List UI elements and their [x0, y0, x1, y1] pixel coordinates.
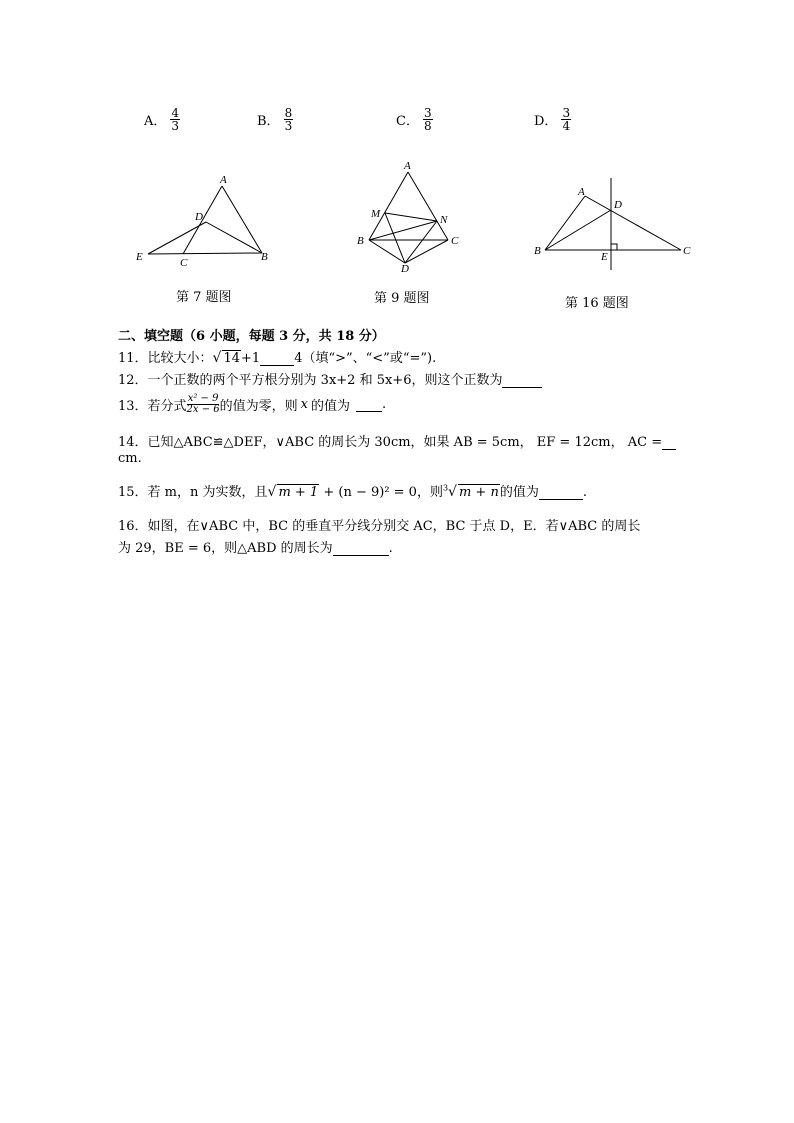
q13-variable: x	[300, 397, 309, 412]
fig16-label-d: D	[614, 199, 622, 211]
q16-answer-blank[interactable]	[333, 555, 389, 556]
q16-line2a: 为 29，BE = 6，则△ABD 的周长为	[118, 541, 333, 556]
fig9-caption: 第 9 题图	[374, 291, 430, 306]
cube-root-symbol: √	[448, 484, 457, 500]
q13-answer-blank[interactable]	[356, 397, 382, 412]
fig16-label-c: C	[683, 245, 691, 257]
question-11	[118, 347, 436, 366]
question-16-line1	[118, 515, 640, 534]
q13-fraction	[187, 394, 220, 415]
q16-line2b: .	[388, 541, 393, 556]
q11-prefix: 11．比较大小：	[118, 351, 213, 366]
option-a-numerator: 4	[171, 105, 180, 120]
q14-line1: 14．已知△ABC≌△DEF，∨ABC 的周长为 30cm，如果 AB = 5cm， EF = 12cm， AC =	[118, 435, 663, 450]
option-d-denominator: 4	[562, 118, 571, 133]
option-a-label: A．	[144, 113, 167, 129]
option-c-label: C．	[396, 113, 419, 129]
fig7-caption: 第 7 题图	[176, 290, 232, 305]
q15-radicand1: m + 1	[278, 485, 319, 500]
fig16-segment-ac	[585, 196, 681, 250]
q12-answer-blank[interactable]	[502, 387, 542, 388]
fig16-label-b: B	[534, 245, 541, 257]
question-14-line2	[118, 451, 142, 466]
fig16-label-e: E	[601, 251, 608, 263]
q16-line1: 16．如图，在∨ABC 中，BC 的垂直平分线分别交 AC，BC 于点 D，E．若∨ABC 的周长	[118, 519, 641, 534]
q11-radicand: 14	[223, 351, 241, 366]
q12-text: 12．一个正数的两个平方根分别为 3x+2 和 5x+6，则这个正数为	[118, 373, 503, 388]
q15-middle: + (n − 9)² = 0，则	[323, 485, 443, 500]
figure-16	[0, 0, 794, 330]
question-15	[118, 481, 587, 500]
fig7-label-b: B	[261, 251, 268, 263]
option-a-denominator: 3	[171, 118, 180, 133]
fig16-segment-bd	[545, 210, 611, 250]
q13-suffix: 的值为	[311, 399, 351, 414]
fig9-label-n: N	[440, 214, 448, 226]
fig7-label-d: D	[195, 211, 203, 223]
q13-numerator: x² − 9	[187, 393, 219, 404]
fig7-label-c: C	[180, 257, 188, 269]
fig7-label-e: E	[136, 251, 143, 263]
fig9-label-d: D	[401, 263, 409, 275]
option-b-denominator: 3	[284, 118, 293, 133]
fig7-label-a: A	[220, 174, 227, 186]
q15-radicand2: m + n	[458, 485, 499, 500]
q15-suffix: 的值为	[499, 485, 539, 500]
q14-line2: cm.	[118, 451, 142, 466]
fig9-label-b: B	[357, 235, 364, 247]
fig16-caption: 第 16 题图	[565, 296, 629, 311]
fig16-label-a: A	[578, 186, 585, 198]
q13-end: .	[382, 397, 387, 412]
q11-rest: 4（填“>”、“<”或“=”).	[294, 351, 437, 366]
option-c-denominator: 8	[423, 118, 432, 133]
option-c-numerator: 3	[423, 105, 432, 120]
option-d-numerator: 3	[562, 105, 571, 120]
q13-mid: 的值为零，则	[219, 399, 298, 414]
sqrt-symbol: √	[267, 484, 277, 500]
question-14-line1	[118, 431, 676, 450]
q14-answer-blank[interactable]	[662, 449, 676, 450]
fig9-label-m: M	[371, 208, 381, 220]
q15-root-index: 3	[442, 483, 449, 493]
option-b-numerator: 8	[284, 105, 293, 120]
fig16-segment-ba	[545, 196, 585, 250]
q11-answer-blank[interactable]	[260, 365, 294, 366]
question-12	[118, 369, 542, 388]
option-d-label: D．	[534, 113, 558, 129]
section-heading: 二、填空题（6 小题，每题 3 分，共 18 分）	[118, 329, 385, 344]
fig9-label-a: A	[404, 160, 411, 172]
q15-prefix: 15．若 m，n 为实数，且	[118, 485, 268, 500]
sqrt-symbol: √	[212, 350, 222, 366]
q13-prefix: 13．若分式	[118, 399, 187, 414]
q11-plus: +1	[241, 351, 261, 366]
question-13	[118, 394, 386, 415]
option-b-label: B．	[257, 113, 280, 129]
q13-denominator: 2x − 6	[186, 404, 220, 415]
q15-end: .	[582, 485, 587, 500]
fig16-right-angle-mark	[611, 244, 617, 250]
q15-answer-blank[interactable]	[539, 499, 583, 500]
fig9-label-c: C	[451, 235, 459, 247]
question-16-line2	[118, 537, 393, 556]
